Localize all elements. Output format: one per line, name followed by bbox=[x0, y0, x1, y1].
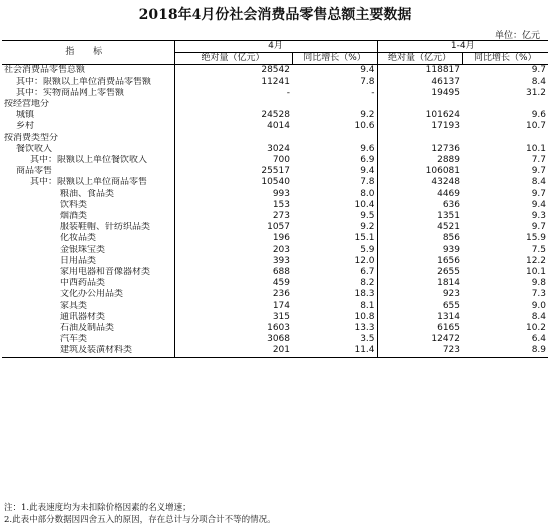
month-growth-cell: 10.8 bbox=[292, 312, 377, 323]
cumulative-growth-cell: 6.4 bbox=[531, 334, 547, 345]
cumulative-group-header: 1-4月 bbox=[377, 41, 548, 53]
month-amount-cell: 459 bbox=[272, 278, 290, 289]
month-amount-cell: 993 bbox=[272, 188, 290, 199]
table-row bbox=[2, 155, 548, 166]
table-row bbox=[2, 166, 548, 177]
month-amount-cell: - bbox=[286, 87, 290, 98]
cumulative-amount-cell: 12472 bbox=[431, 334, 461, 345]
row-label: 其中：限额以上单位商品零售 bbox=[2, 177, 174, 188]
row-label: 化妆品类 bbox=[2, 233, 174, 244]
month-amount-cell: 10540 bbox=[261, 177, 290, 188]
month-amount-cell: 11241 bbox=[261, 76, 290, 87]
cumulative-growth-cell: 7.5 bbox=[531, 244, 547, 255]
cumulative-amount-cell: 723 bbox=[377, 345, 462, 357]
table-row bbox=[2, 245, 548, 256]
cumulative-amount-header: 绝对量（亿元） bbox=[377, 53, 462, 65]
cumulative-growth-cell: 9.8 bbox=[531, 278, 547, 289]
cumulative-growth-cell: 15.9 bbox=[525, 233, 547, 244]
table-row bbox=[2, 222, 548, 233]
cumulative-amount-cell bbox=[377, 99, 462, 110]
month-amount-cell: 688 bbox=[272, 267, 290, 278]
cumulative-growth-cell: 10.1 bbox=[525, 143, 547, 154]
unit-label: 单位：亿元 bbox=[494, 31, 540, 41]
month-amount-cell bbox=[174, 133, 292, 144]
cumulative-amount-cell: 923 bbox=[442, 289, 461, 300]
table-row bbox=[2, 144, 548, 155]
month-amount-cell: 201 bbox=[174, 345, 292, 357]
cumulative-amount-cell: 4469 bbox=[437, 188, 461, 199]
header-row-groups bbox=[2, 41, 548, 53]
cumulative-amount-cell: 2889 bbox=[437, 155, 461, 166]
cumulative-growth-cell: 7.3 bbox=[531, 289, 547, 300]
month-growth-cell: 13.3 bbox=[292, 323, 377, 334]
row-label: 按经营地分 bbox=[2, 99, 174, 110]
month-growth-cell: 9.5 bbox=[292, 211, 377, 222]
cumulative-growth-cell: 8.4 bbox=[531, 311, 547, 322]
table-row bbox=[2, 301, 548, 312]
row-label: 商品零售 bbox=[2, 166, 174, 177]
cumulative-amount-cell: 1656 bbox=[437, 255, 461, 266]
row-label: 家具类 bbox=[2, 301, 174, 312]
row-label: 烟酒类 bbox=[2, 211, 174, 222]
month-growth-cell: 9.2 bbox=[292, 110, 377, 121]
table-row bbox=[2, 88, 548, 99]
row-label: 城镇 bbox=[2, 110, 174, 121]
row-label: 中西药品类 bbox=[2, 278, 174, 289]
month-amount-cell: 174 bbox=[272, 300, 290, 311]
row-label: 通讯器材类 bbox=[2, 312, 174, 323]
cumulative-growth-cell: 9.4 bbox=[531, 199, 547, 210]
cumulative-growth-cell: 12.2 bbox=[525, 255, 547, 266]
cumulative-growth-cell: 10.2 bbox=[525, 323, 547, 334]
month-amount-cell: 24528 bbox=[261, 110, 290, 121]
month-amount-cell: 315 bbox=[272, 311, 290, 322]
cumulative-amount-cell: 106081 bbox=[425, 166, 461, 177]
cumulative-amount-cell: 939 bbox=[442, 244, 461, 255]
month-growth-cell: 12.0 bbox=[292, 256, 377, 267]
month-growth-cell: 6.9 bbox=[292, 155, 377, 166]
table-row bbox=[2, 267, 548, 278]
row-label: 文化办公用品类 bbox=[2, 289, 174, 300]
table-row bbox=[2, 334, 548, 345]
month-amount-cell bbox=[174, 99, 292, 110]
cumulative-growth-cell: 9.3 bbox=[531, 211, 547, 222]
table-row bbox=[2, 256, 548, 267]
month-amount-cell: 203 bbox=[272, 244, 290, 255]
cumulative-growth-cell: 7.7 bbox=[531, 155, 547, 166]
month-amount-cell: 25517 bbox=[261, 166, 290, 177]
cumulative-growth-cell: 9.7 bbox=[531, 188, 547, 199]
cumulative-growth-cell: 10.1 bbox=[525, 267, 547, 278]
cumulative-amount-cell: 43248 bbox=[431, 177, 461, 188]
month-amount-cell: 3068 bbox=[267, 334, 290, 345]
cumulative-growth-cell: 8.4 bbox=[531, 177, 547, 188]
cumulative-amount-cell: 6165 bbox=[437, 323, 461, 334]
month-amount-cell: 153 bbox=[272, 199, 290, 210]
month-growth-cell: 15.1 bbox=[292, 233, 377, 244]
cumulative-amount-cell: 636 bbox=[442, 199, 461, 210]
cumulative-amount-cell: 4521 bbox=[437, 222, 461, 233]
month-growth-cell: 9.4 bbox=[292, 65, 377, 77]
footnote-2: 2.此表中部分数据因四舍五入的原因，存在总计与分项合计不等的情况。 bbox=[4, 515, 276, 525]
month-amount-cell: 196 bbox=[272, 233, 290, 244]
month-amount-cell: 3024 bbox=[267, 143, 290, 154]
cumulative-amount-cell: 1351 bbox=[437, 211, 461, 222]
month-amount-cell: 393 bbox=[272, 255, 290, 266]
table-row bbox=[2, 121, 548, 132]
cumulative-amount-cell bbox=[377, 133, 462, 144]
row-label: 石油及制品类 bbox=[2, 323, 174, 334]
cumulative-amount-cell: 118817 bbox=[425, 65, 461, 76]
cumulative-growth-cell: 10.7 bbox=[525, 121, 547, 132]
month-growth-header: 同比增长（%） bbox=[292, 53, 377, 65]
cumulative-amount-cell: 12736 bbox=[431, 143, 461, 154]
cumulative-amount-cell: 101624 bbox=[425, 110, 461, 121]
month-amount-cell: 1057 bbox=[267, 222, 290, 233]
table-row bbox=[2, 211, 548, 222]
row-label: 日用品类 bbox=[2, 256, 174, 267]
month-growth-cell: 10.6 bbox=[292, 121, 377, 132]
cumulative-amount-cell: 1814 bbox=[437, 278, 461, 289]
table-row bbox=[2, 110, 548, 121]
cumulative-growth-cell: 8.9 bbox=[462, 345, 548, 357]
cumulative-growth-cell: 8.4 bbox=[531, 76, 547, 87]
month-growth-cell: - bbox=[292, 88, 377, 99]
row-label: 汽车类 bbox=[2, 334, 174, 345]
month-growth-cell: 18.3 bbox=[292, 289, 377, 300]
table-row bbox=[2, 323, 548, 334]
month-group-header: 4月 bbox=[174, 41, 377, 53]
month-growth-cell: 3.5 bbox=[292, 334, 377, 345]
retail-sales-table bbox=[2, 40, 548, 358]
month-growth-cell: 7.8 bbox=[292, 77, 377, 88]
table-row bbox=[2, 133, 548, 144]
month-growth-cell: 8.2 bbox=[292, 278, 377, 289]
row-label: 按消费类型分 bbox=[2, 133, 174, 144]
month-growth-cell: 11.4 bbox=[292, 345, 377, 357]
row-label: 社会消费品零售总额 bbox=[2, 65, 174, 77]
cumulative-growth-cell bbox=[462, 133, 548, 144]
month-amount-cell: 4014 bbox=[267, 121, 290, 132]
month-amount-cell: 236 bbox=[272, 289, 290, 300]
cumulative-growth-cell: 9.7 bbox=[531, 166, 547, 177]
footnote-1: 注：1.此表速度均为未扣除价格因素的名义增速； bbox=[4, 503, 191, 513]
month-amount-cell: 1603 bbox=[267, 323, 290, 334]
row-label: 乡村 bbox=[2, 121, 174, 132]
footnotes bbox=[4, 502, 276, 526]
table-row bbox=[2, 200, 548, 211]
cumulative-amount-cell: 655 bbox=[442, 300, 461, 311]
row-label: 金银珠宝类 bbox=[2, 245, 174, 256]
row-label: 其中：限额以上单位餐饮收入 bbox=[2, 155, 174, 166]
cumulative-growth-cell: 31.2 bbox=[525, 87, 547, 98]
month-amount-cell: 273 bbox=[272, 211, 290, 222]
row-label: 餐饮收入 bbox=[2, 144, 174, 155]
month-growth-cell bbox=[292, 99, 377, 110]
month-growth-cell: 9.4 bbox=[292, 166, 377, 177]
month-growth-cell: 5.9 bbox=[292, 245, 377, 256]
cumulative-amount-cell: 1314 bbox=[437, 311, 461, 322]
cumulative-amount-cell: 46137 bbox=[431, 76, 461, 87]
row-label: 其中：限额以上单位消费品零售额 bbox=[2, 77, 174, 88]
row-label: 粮油、食品类 bbox=[2, 189, 174, 200]
row-label: 服装鞋帽、针纺织品类 bbox=[2, 222, 174, 233]
table-row bbox=[2, 345, 548, 357]
table-row bbox=[2, 77, 548, 88]
table-row bbox=[2, 99, 548, 110]
cumulative-amount-cell: 856 bbox=[442, 233, 461, 244]
table-row bbox=[2, 289, 548, 300]
cumulative-growth-cell: 9.6 bbox=[531, 110, 547, 121]
cumulative-growth-cell bbox=[462, 99, 548, 110]
cumulative-growth-header: 同比增长（%） bbox=[462, 53, 548, 65]
table-row bbox=[2, 177, 548, 188]
row-label: 建筑及装潢材料类 bbox=[2, 345, 174, 357]
month-growth-cell: 9.2 bbox=[292, 222, 377, 233]
month-growth-cell: 9.6 bbox=[292, 144, 377, 155]
table-row bbox=[2, 189, 548, 200]
month-growth-cell: 8.0 bbox=[292, 189, 377, 200]
indicator-header: 指 标 bbox=[2, 41, 174, 65]
cumulative-growth-cell: 9.0 bbox=[531, 300, 547, 311]
month-growth-cell: 7.8 bbox=[292, 177, 377, 188]
row-label: 其中：实物商品网上零售额 bbox=[2, 88, 174, 99]
row-label: 饮料类 bbox=[2, 200, 174, 211]
table-row bbox=[2, 65, 548, 77]
month-growth-cell: 6.7 bbox=[292, 267, 377, 278]
month-amount-header: 绝对量（亿元） bbox=[174, 53, 292, 65]
month-growth-cell: 10.4 bbox=[292, 200, 377, 211]
month-growth-cell: 8.1 bbox=[292, 301, 377, 312]
cumulative-amount-cell: 2655 bbox=[437, 267, 461, 278]
month-growth-cell bbox=[292, 133, 377, 144]
page-title: 2018年4月份社会消费品零售总额主要数据 bbox=[138, 7, 412, 23]
table-row bbox=[2, 312, 548, 323]
month-amount-cell: 28542 bbox=[261, 65, 290, 76]
cumulative-growth-cell: 9.7 bbox=[531, 65, 547, 76]
month-amount-cell: 700 bbox=[272, 155, 290, 166]
cumulative-growth-cell: 9.7 bbox=[531, 222, 547, 233]
table-body bbox=[2, 65, 548, 357]
table-row bbox=[2, 278, 548, 289]
cumulative-amount-cell: 17193 bbox=[431, 121, 461, 132]
table-row bbox=[2, 233, 548, 244]
row-label: 家用电器和音像器材类 bbox=[2, 267, 174, 278]
cumulative-amount-cell: 19495 bbox=[431, 87, 461, 98]
